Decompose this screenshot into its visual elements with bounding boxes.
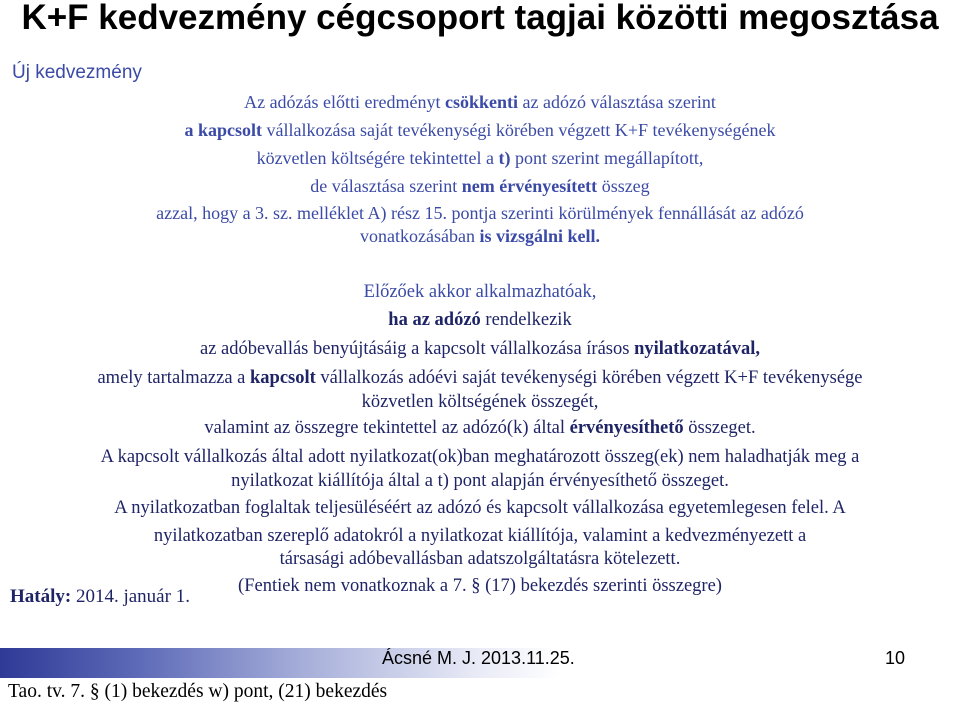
slide-title: K+F kedvezmény cégcsoport tagjai közötti megosztása [21,0,939,37]
text-span: pont szerint megállapított, [510,148,704,168]
emphasis-span: a kapcsolt [184,120,263,140]
text-line: A nyilatkozatban foglaltak teljesüléséért az adózó és kapcsolt vállalkozása egyetemlegesen felel. A [114,498,846,518]
text-line [0,88,960,116]
text-line: A kapcsolt vállalkozás által adott nyilatkozat(ok)ban meghatározott összeg(ek) nem haladhatják meg a [100,447,860,467]
text-line: (Fentiek nem vonatkoznak a 7. § (17) bekezdés szerinti összegre) [238,576,722,596]
effective-date [10,586,190,608]
text-line [0,144,960,172]
text-span: de választása szerint [310,176,462,196]
text-span: vállalkozása saját tevékenységi körében végzett K+F tevékenységének [262,120,776,140]
emphasis-span: kapcsolt [250,368,316,388]
footer-author: Ácsné M. J. 2013.11.25. [382,648,575,668]
text-line: nyilatkozatban szereplő adatokról a nyilatkozat kiállítója, valamint a kedvezményezett a [153,526,807,546]
text-line [0,172,960,200]
text-line: Előzőek akkor alkalmazhatóak, [363,282,597,302]
emphasis-span: érvényesíthető [569,418,684,438]
text-span: vonatkozásában [360,226,480,246]
text-span: összeget. [683,418,756,438]
text-line [0,412,960,444]
emphasis-span: t) [498,148,511,168]
legal-reference: Tao. tv. 7. § (1) bekezdés w) pont, (21) bekezdés [8,681,388,702]
text-line: nyilatkozat kiállítója által a t) pont alapján érvényesíthető összeget. [231,471,729,491]
text-span: vállalkozás adóévi saját tevékenységi körében végzett K+F tevékenysége [315,368,863,388]
section-subtitle: Új kedvezmény [12,62,142,83]
text-span: az adóbevallás benyújtásáig a kapcsolt vállalkozása írásos [200,339,635,359]
text-span: az adózó választása szerint [518,92,716,112]
text-span: Az adózás előtti eredményt [244,92,445,112]
text-span: rendelkezik [480,310,572,330]
text-line [0,226,960,246]
emphasis-span: nem érvényesített [461,176,598,196]
text-line [0,116,960,144]
text-line: közvetlen költségének összegét, [361,392,599,412]
emphasis-span: is vizsgálni kell. [479,226,600,246]
text-line: társasági adóbevallásban adatszolgáltatásra kötelezett. [279,549,681,569]
text-span: összeg [597,176,650,196]
text-span: amely tartalmazza a [97,368,250,388]
paragraph-new-benefit [0,88,960,246]
effective-date-value: 2014. január 1. [71,586,190,607]
text-span: közvetlen költségére tekintettel a [256,148,499,168]
text-line [0,334,960,364]
emphasis-span: nyilatkozatával, [634,339,760,359]
paragraph-conditions [0,278,960,602]
text-line: azzal, hogy a 3. sz. melléklet A) rész 15. pontja szerinti körülmények fennállását az adózó [156,203,804,223]
text-line [0,364,960,392]
page-number: 10 [885,648,906,668]
emphasis-span: ha az adózó [388,310,481,330]
text-line [0,306,960,334]
text-span: valamint az összegre tekintettel az adózó(k) által [204,418,570,438]
effective-date-label: Hatály: [10,586,72,607]
emphasis-span: csökkenti [445,92,519,112]
